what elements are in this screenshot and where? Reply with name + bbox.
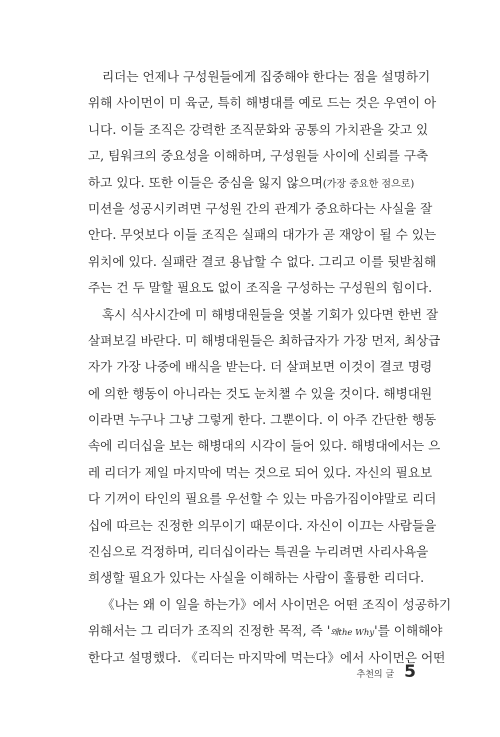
text-line: 속에 리더십을 보는 해병대의 시각이 들어 있다. 해병대에서는 으 <box>88 438 441 454</box>
text-segment: 위해서는 그 리더가 조직의 진정한 목적, 즉 ' <box>88 623 331 639</box>
text-line: 미션을 성공시키려면 구성원 간의 관계가 중요하다는 사실을 잘 <box>88 200 433 216</box>
text-line: 리더는 언제나 구성원들에게 집중해야 한다는 점을 설명하기 <box>102 69 431 84</box>
text-line <box>88 170 428 196</box>
text-segment: 하고 있다. 또한 이들은 중심을 잃지 않으며 <box>88 174 323 190</box>
text-line: 혹시 식사시간에 미 해병대원들을 엿볼 기회가 있다면 한번 잘 <box>102 306 439 322</box>
text-line: 레 리더가 제일 마지막에 먹는 것으로 되어 있다. 자신의 필요보 <box>88 464 433 480</box>
text-line: 에 의한 행동이 아니라는 것도 눈치챌 수 있을 것이다. 해병대원 <box>88 385 433 401</box>
text-line: 십에 따르는 진정한 의무이기 때문이다. 자신이 이끄는 사람들을 <box>88 517 437 533</box>
body-text <box>88 64 452 671</box>
text-line: 살펴보길 바란다. 미 해병대원들은 최하급자가 가장 먼저, 최상급 <box>88 332 441 348</box>
text-segment: '를 이해해야 <box>374 623 443 639</box>
page-footer <box>357 662 416 682</box>
text-line: 이라면 누구나 그냥 그렇게 한다. 그뿐이다. 이 아주 간단한 행동 <box>88 412 437 428</box>
text-line: 희생할 필요가 있다는 사실을 이해하는 사람이 훌륭한 리더다. <box>88 570 425 586</box>
text-line: 위해 사이먼이 미 육군, 특히 해병대를 예로 드는 것은 우연이 아 <box>88 95 437 111</box>
text-line: 안다. 무엇보다 이들 조직은 실패의 대가가 곧 재앙이 될 수 있는 <box>88 227 437 243</box>
text-line <box>88 618 443 644</box>
running-head: 추천의 글 <box>356 670 395 680</box>
text-line: 고, 팀워크의 중요성을 이해하며, 구성원들 사이에 신뢰를 구축 <box>88 148 429 164</box>
text-line: 주는 건 두 말할 필요도 없이 조직을 구성하는 구성원의 힘이다. <box>88 280 433 296</box>
page-number: 5 <box>404 662 416 682</box>
text-line: 다 기꺼이 타인의 필요를 우선할 수 있는 마음가짐이야말로 리더 <box>88 491 437 507</box>
text-line: 니다. 이들 조직은 강력한 조직문화와 공통의 가치관을 갖고 있 <box>88 121 429 137</box>
text-line: 자가 가장 나중에 배식을 받는다. 더 살펴보면 이것이 결코 명령 <box>88 359 433 375</box>
parenthetical-note: (가장 중요한 점으로) <box>322 178 415 190</box>
text-line: 한다고 설명했다. 《리더는 마지막에 먹는다》에서 사이먼은 어떤 <box>88 649 446 665</box>
text-line: 진심으로 걱정하며, 리더십이라는 특권을 누리려면 사리사욕을 <box>88 544 429 560</box>
text-line: 《나는 왜 이 일을 하는가》에서 사이먼은 어떤 조직이 성공하기 <box>102 596 452 612</box>
text-line: 위치에 있다. 실패란 결코 용납할 수 없다. 그리고 이를 뒷받침해 <box>88 253 437 269</box>
inline-term-why: 왜the Why <box>330 628 375 639</box>
